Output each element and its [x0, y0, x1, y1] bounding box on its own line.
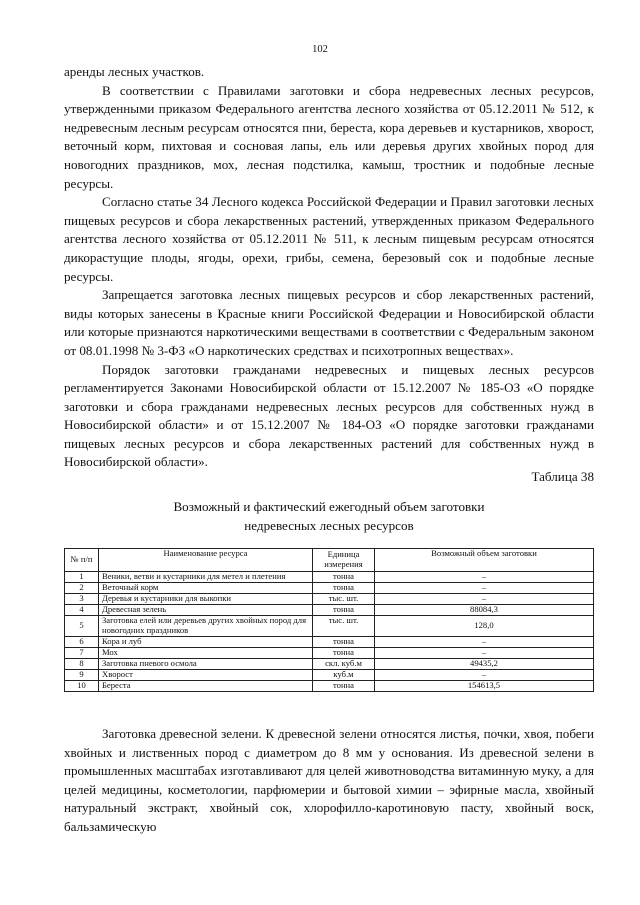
cell-unit: тонна: [313, 681, 375, 692]
table-row: [65, 594, 594, 605]
cell-volume: 128,0: [375, 616, 594, 637]
cell-volume: –: [375, 572, 594, 583]
cell-name: Заготовка елей или деревьев других хвойных пород для новогодних праздников: [99, 616, 313, 637]
cell-volume: 88084,3: [375, 605, 594, 616]
table-title: [64, 498, 594, 535]
paragraph: Заготовка древесной зелени. К древесной зелени относятся листья, почки, хвоя, побеги хвойных и лиственных пород с диаметром до 8 мм у основания. Из древесной зелени в промышленных масштабах изготавливают для целей животноводства витаминную муку, а для целей медицины, косметологии, парфюмерии и бытовой химии – эфирные масла, хвойный натуральный экстракт, хвойный сок, хлорофилло-каротиновую пасту, хвойный воск, бальзамическую: [64, 726, 594, 834]
cell-volume: 49435,2: [375, 659, 594, 670]
table-row: [65, 605, 594, 616]
header-volume: Возможный объем заготовки: [375, 549, 594, 572]
cell-num: 5: [65, 616, 99, 637]
cell-unit: тыс. шт.: [313, 594, 375, 605]
table-title-line: недревесных лесных ресурсов: [244, 517, 414, 533]
table-row: [65, 583, 594, 594]
cell-num: 8: [65, 659, 99, 670]
page-number: 102: [312, 44, 328, 55]
table-row: [65, 670, 594, 681]
cell-unit: тыс. шт.: [313, 616, 375, 637]
resource-table: [64, 548, 594, 692]
table-row: [65, 681, 594, 692]
cell-unit: тонна: [313, 637, 375, 648]
cell-unit: скл. куб.м: [313, 659, 375, 670]
table-row: [65, 616, 594, 637]
table-row: [65, 648, 594, 659]
cell-name: Веники, ветви и кустарники для метел и плетения: [99, 572, 313, 583]
cell-name: Веточный корм: [99, 583, 313, 594]
cell-num: 10: [65, 681, 99, 692]
cell-volume: –: [375, 637, 594, 648]
cell-name: Заготовка пневого осмола: [99, 659, 313, 670]
body-text-bottom: [64, 725, 594, 837]
cell-unit: тонна: [313, 583, 375, 594]
cell-num: 2: [65, 583, 99, 594]
cell-volume: –: [375, 583, 594, 594]
table-title-line: Возможный и фактический ежегодный объем заготовки: [173, 499, 485, 514]
cell-name: Древесная зелень: [99, 605, 313, 616]
cell-name: Деревья и кустарники для выкопки: [99, 594, 313, 605]
cell-name: Мох: [99, 648, 313, 659]
table-row: [65, 572, 594, 583]
cell-num: 6: [65, 637, 99, 648]
cell-volume: –: [375, 670, 594, 681]
cell-volume: –: [375, 648, 594, 659]
table-header-row: [65, 549, 594, 572]
cell-name: Кора и луб: [99, 637, 313, 648]
header-unit: Единица измерения: [313, 549, 375, 572]
body-text-top: [64, 63, 594, 472]
cell-unit: тонна: [313, 648, 375, 659]
table-row: [65, 659, 594, 670]
cell-num: 3: [65, 594, 99, 605]
paragraph: Запрещается заготовка лесных пищевых ресурсов и сбор лекарственных растений, виды которых занесены в Красные книги Российской Федерации и Новосибирской области или которые признаются наркотическими веществами в соответствии с Федеральным законом от 08.01.1998 № 3-ФЗ «О наркотических средствах и психотропных веществах».: [64, 287, 594, 358]
cell-unit: куб.м: [313, 670, 375, 681]
cell-volume: 154613,5: [375, 681, 594, 692]
header-name: Наименование ресурса: [99, 549, 313, 572]
cell-name: Береста: [99, 681, 313, 692]
paragraph: аренды лесных участков.: [64, 64, 205, 79]
paragraph: В соответствии с Правилами заготовки и сбора недревесных лесных ресурсов, утвержденными приказом Федерального агентства лесного хозяйства от 05.12.2011 № 512, к недревесным лесным ресурсам относятся пни, береста, кора деревьев и кустарников, хворост, веточный корм, пихтовая и сосновая лапы, ель или деревья других хвойных пород для новогодних праздников, мох, лесная подстилка, камыш, тростник и подобные лесные ресурсы.: [64, 82, 594, 191]
cell-num: 9: [65, 670, 99, 681]
cell-unit: тонна: [313, 572, 375, 583]
cell-unit: тонна: [313, 605, 375, 616]
cell-num: 1: [65, 572, 99, 583]
header-num: № п/п: [65, 549, 99, 572]
cell-num: 7: [65, 648, 99, 659]
table-label: Таблица 38: [531, 469, 594, 484]
cell-name: Хворост: [99, 670, 313, 681]
paragraph: Порядок заготовки гражданами недревесных и пищевых лесных ресурсов регламентируется Законами Новосибирской области от 15.12.2007 № 185-ОЗ «О порядке заготовки и сбора гражданами недревесных лесных ресурсов для собственных нужд в Новосибирской области» и от 15.12.2007 № 184-ОЗ «О порядке заготовки гражданами пищевых лесных ресурсов и сбора лекарственных растений для собственных нужд в Новосибирской области».: [64, 361, 594, 470]
table-row: [65, 637, 594, 648]
paragraph: Согласно статье 34 Лесного кодекса Российской Федерации и Правил заготовки лесных пищевых ресурсов и сбора лекарственных растений, утвержденных приказом Федерального агентства лесного хозяйства от 05.12.2011 № 511, к лесным пищевым ресурсам относятся дикорастущие плоды, ягоды, орехи, грибы, семена, березовый сок и подобные лесные ресурсы.: [64, 194, 594, 284]
cell-volume: –: [375, 594, 594, 605]
cell-num: 4: [65, 605, 99, 616]
